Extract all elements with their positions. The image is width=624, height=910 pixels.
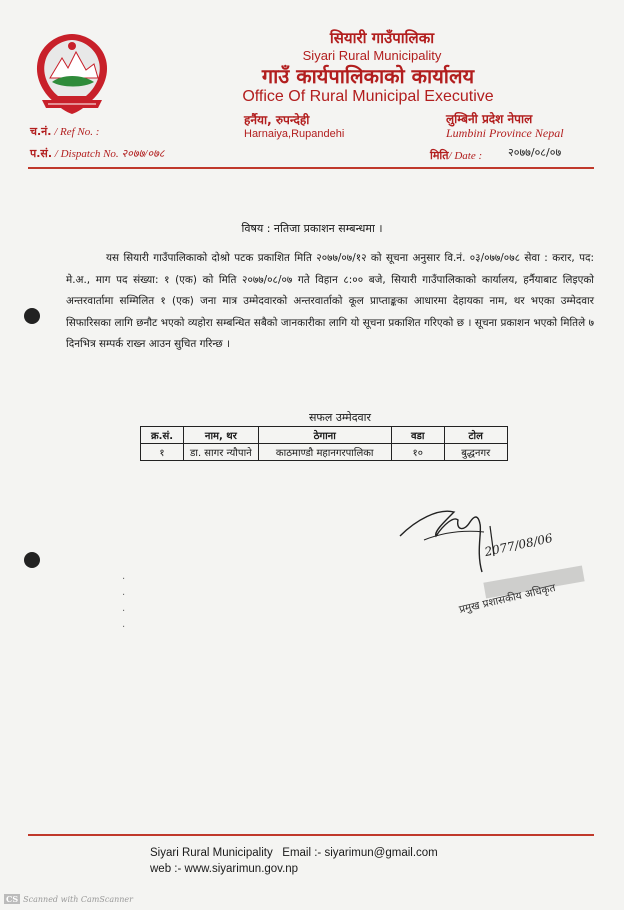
cell-name: डा. सागर न्यौपाने: [184, 444, 259, 461]
scanner-watermark: [4, 894, 133, 904]
address-english: Harnaiya,Rupandehi: [244, 128, 345, 140]
municipality-name-english: Siyari Rural Municipality: [302, 48, 442, 63]
ref-number-label: [30, 124, 99, 139]
date-label: [430, 148, 482, 163]
date-value: २०७७/०८/०७: [508, 146, 562, 159]
ref-label-english: / Ref No. :: [54, 126, 100, 138]
signature-date: 2077/08/06: [483, 530, 554, 560]
subject-line: विषय : नतिजा प्रकाशन सम्बन्धमा ।: [241, 222, 383, 235]
header-divider: [28, 167, 594, 169]
date-label-english: / Date :: [448, 150, 483, 162]
header-tole: टोल: [444, 427, 507, 444]
footer-divider: [28, 834, 594, 836]
ref-label-nepali: च.नं.: [30, 125, 52, 138]
dispatch-value: २०७७/०७८: [121, 148, 165, 160]
header-serial: क्र.सं.: [141, 427, 184, 444]
province-nepali: लुम्बिनी प्रदेश नेपाल: [446, 112, 533, 126]
dispatch-label-nepali: प.सं.: [30, 147, 53, 160]
successful-candidate-table: [140, 426, 508, 461]
dispatch-label-english: / Dispatch No.: [54, 148, 119, 160]
province-english: Lumbini Province Nepal: [446, 126, 564, 140]
table-caption: सफल उम्मेदवार: [308, 411, 372, 424]
signatory-title: प्रमुख प्रशासकीय अधिकृत: [457, 582, 557, 616]
cell-serial: १: [141, 444, 184, 461]
header-name: नाम, थर: [184, 427, 259, 444]
municipality-name-nepali: सियारी गाउँपालिका: [329, 29, 435, 47]
margin-marks: · · · ·: [122, 574, 126, 633]
header-address: ठेगाना: [258, 427, 391, 444]
notice-paragraph: यस सियारी गाउँपालिकाको दोश्रो पटक प्रकाशित मिति २०७७/०७/१२ को सूचना अनुसार वि.नं. ०३/०७७/०७८ सेवा : करार, पद: मे.अ., माग पद संख्या: १ (एक) को मिति २०७७/०८/०७ गते विहान ८:०० बजे, सियारी गाउँपालिकाको कार्यालय, हर्नैयाबाट लिइएको अन्तरवार्तामा सम्मिलित १ (एक) जना मात्र उम्मेदवारको अन्तरवार्ताको कूल प्राप्ताङ्कका आधारमा देहायका नाम, थर भएका उम्मेदवार सिफारिसका लागि छनौट भएको व्यहोरा सम्बन्धित सबैको जानकारीका लागि यो सूचना प्रकाशित गरिएको छ । सूचना प्रकाशन भएको मितिले ७ दिनभित्र सम्पर्क राख्न आउन सुचित गरिन्छ ।: [66, 252, 594, 351]
dispatch-number-label: [30, 146, 165, 161]
table-row: [141, 444, 508, 461]
cell-address: काठमाण्डौ महानगरपालिका: [258, 444, 391, 461]
cell-tole: बुद्धनगर: [444, 444, 507, 461]
notice-body: [66, 248, 594, 356]
date-label-nepali: मिति: [430, 149, 449, 162]
address-nepali: हर्नैया, रुपन्देही: [244, 113, 310, 127]
footer-website: web :- www.siyarimun.gov.np: [150, 863, 299, 875]
scanner-badge: CS: [6, 894, 19, 904]
punch-hole: [24, 308, 40, 324]
footer-contact: Siyari Rural Municipality Email :- siyarimun@gmail.com: [150, 847, 438, 859]
scanner-text: Scanned with CamScanner: [23, 895, 133, 904]
cell-ward: १०: [391, 444, 444, 461]
office-name-english: Office Of Rural Municipal Executive: [242, 88, 494, 105]
punch-hole: [24, 552, 40, 568]
table-header-row: [141, 427, 508, 444]
header-ward: वडा: [391, 427, 444, 444]
office-name-nepali: गाउँ कार्यपालिकाको कार्यालय: [261, 64, 475, 88]
